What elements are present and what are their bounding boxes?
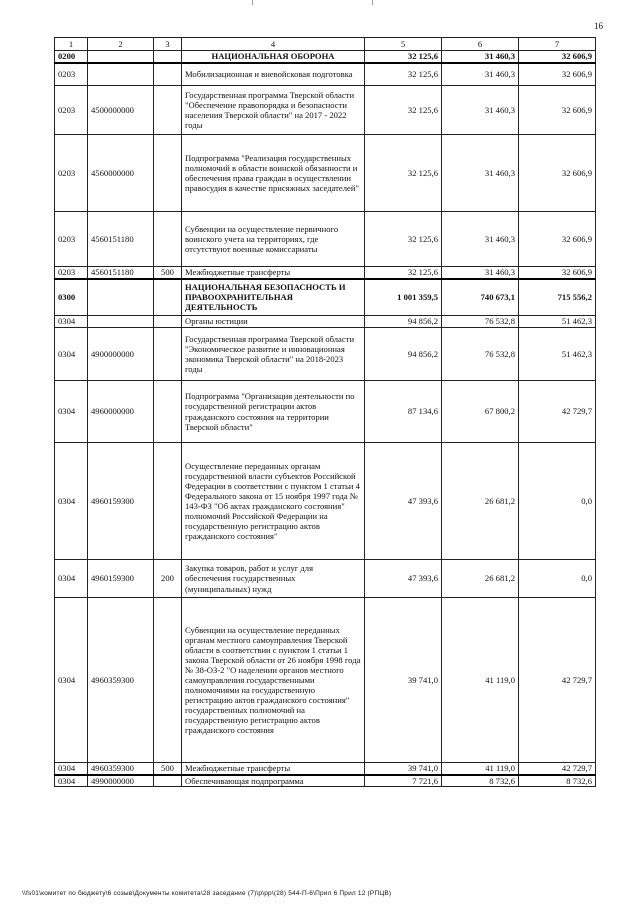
amount-col6: 31 460,3	[442, 212, 519, 267]
row-name: Осуществление переданных органам государственной власти субъектов Российской Федерации в соответствии с пунктом 1 статьи 4 Федерального закона от 15 ноября 1997 года № 143-ФЗ "Об актах гражданского состояния" полномочий Российской Федерации на государственную регистрацию актов гражданского состояния"	[182, 443, 365, 560]
section-code: 0200	[55, 51, 88, 63]
table-row	[55, 63, 596, 86]
table-row	[55, 51, 596, 63]
table-header-row	[55, 38, 596, 51]
expense-type-code	[154, 328, 182, 381]
row-name: Государственная программа Тверской области "Экономическое развитие и инновационная экономика Тверской области" на 2018-2023 годы	[182, 328, 365, 381]
expense-type-code	[154, 598, 182, 763]
table-row	[55, 212, 596, 267]
target-article-code: 4960159300	[88, 560, 154, 598]
expense-type-code	[154, 775, 182, 787]
header-cell: 5	[365, 38, 442, 51]
amount-col7: 32 606,9	[519, 135, 596, 212]
row-name: Межбюджетные трансферты	[182, 267, 365, 279]
table-row	[55, 381, 596, 443]
table-row	[55, 763, 596, 775]
amount-col5: 32 125,6	[365, 51, 442, 63]
row-name: Органы юстиции	[182, 316, 365, 328]
amount-col7: 32 606,9	[519, 267, 596, 279]
amount-col7: 0,0	[519, 560, 596, 598]
table-row	[55, 598, 596, 763]
amount-col7: 32 606,9	[519, 51, 596, 63]
page-number: 16	[594, 21, 603, 31]
row-name: Субвенции на осуществление первичного воинского учета на территориях, где отсутствуют военные комиссариаты	[182, 212, 365, 267]
amount-col7: 42 729,7	[519, 763, 596, 775]
amount-col7: 42 729,7	[519, 598, 596, 763]
amount-col5: 47 393,6	[365, 443, 442, 560]
row-name: Государственная программа Тверской области "Обеспечение правопорядка и безопасности населения Тверской области" на 2017 - 2022 годы	[182, 86, 365, 135]
target-article-code	[88, 316, 154, 328]
expense-type-code	[154, 63, 182, 86]
amount-col7: 51 462,3	[519, 328, 596, 381]
amount-col5: 32 125,6	[365, 267, 442, 279]
expense-type-code	[154, 279, 182, 316]
amount-col6: 8 732,6	[442, 775, 519, 787]
amount-col5: 32 125,6	[365, 212, 442, 267]
budget-table	[54, 37, 596, 787]
header-cell: 7	[519, 38, 596, 51]
table-row	[55, 267, 596, 279]
target-article-code	[88, 63, 154, 86]
expense-type-code: 500	[154, 763, 182, 775]
target-article-code: 4960359300	[88, 763, 154, 775]
header-cell: 6	[442, 38, 519, 51]
amount-col7: 32 606,9	[519, 86, 596, 135]
target-article-code: 4560151180	[88, 212, 154, 267]
expense-type-code	[154, 135, 182, 212]
amount-col7: 32 606,9	[519, 212, 596, 267]
table-row	[55, 775, 596, 787]
target-article-code: 4900000000	[88, 328, 154, 381]
amount-col5: 47 393,6	[365, 560, 442, 598]
amount-col6: 67 800,2	[442, 381, 519, 443]
section-code: 0203	[55, 267, 88, 279]
amount-col6: 41 119,0	[442, 598, 519, 763]
section-code: 0304	[55, 560, 88, 598]
header-cell: 2	[88, 38, 154, 51]
table-row	[55, 135, 596, 212]
amount-col6: 41 119,0	[442, 763, 519, 775]
expense-type-code	[154, 381, 182, 443]
amount-col7: 715 556,2	[519, 279, 596, 316]
expense-type-code: 200	[154, 560, 182, 598]
expense-type-code	[154, 443, 182, 560]
amount-col5: 32 125,6	[365, 63, 442, 86]
amount-col5: 39 741,0	[365, 763, 442, 775]
section-code: 0203	[55, 135, 88, 212]
table-row	[55, 86, 596, 135]
row-name: НАЦИОНАЛЬНАЯ ОБОРОНА	[182, 51, 365, 63]
section-code: 0304	[55, 381, 88, 443]
amount-col7: 8 732,6	[519, 775, 596, 787]
amount-col6: 76 532,8	[442, 328, 519, 381]
amount-col6: 26 681,2	[442, 560, 519, 598]
header-cell: 4	[182, 38, 365, 51]
expense-type-code	[154, 51, 182, 63]
row-name: Межбюджетные трансферты	[182, 763, 365, 775]
section-code: 0304	[55, 775, 88, 787]
amount-col5: 94 856,2	[365, 328, 442, 381]
amount-col6: 740 673,1	[442, 279, 519, 316]
row-name: Обеспечивающая подпрограмма	[182, 775, 365, 787]
target-article-code: 4960159300	[88, 443, 154, 560]
row-name: НАЦИОНАЛЬНАЯ БЕЗОПАСНОСТЬ И ПРАВООХРАНИТЕЛЬНАЯ ДЕЯТЕЛЬНОСТЬ	[182, 279, 365, 316]
table-row	[55, 443, 596, 560]
amount-col6: 76 532,8	[442, 316, 519, 328]
section-code: 0304	[55, 328, 88, 381]
amount-col5: 32 125,6	[365, 135, 442, 212]
row-name: Мобилизационная и вневойсковая подготовка	[182, 63, 365, 86]
amount-col7: 51 462,3	[519, 316, 596, 328]
section-code: 0203	[55, 86, 88, 135]
amount-col5: 87 134,6	[365, 381, 442, 443]
expense-type-code	[154, 212, 182, 267]
expense-type-code	[154, 316, 182, 328]
section-code: 0300	[55, 279, 88, 316]
table-row	[55, 316, 596, 328]
row-name: Подпрограмма "Организация деятельности по государственной регистрации актов гражданского состояния на территории Тверской области"	[182, 381, 365, 443]
section-code: 0203	[55, 212, 88, 267]
amount-col5: 94 856,2	[365, 316, 442, 328]
section-code: 0304	[55, 316, 88, 328]
table-row	[55, 560, 596, 598]
table-row	[55, 279, 596, 316]
amount-col6: 31 460,3	[442, 86, 519, 135]
target-article-code: 4990000000	[88, 775, 154, 787]
row-name: Подпрограмма "Реализация государственных полномочий в области воинской обязанности и обеспечения права граждан в осуществлении правосудия в качестве присяжных заседателей"	[182, 135, 365, 212]
row-name: Закупка товаров, работ и услуг для обеспечения государственных (муниципальных) нужд	[182, 560, 365, 598]
amount-col5: 39 741,0	[365, 598, 442, 763]
target-article-code	[88, 279, 154, 316]
amount-col5: 32 125,6	[365, 86, 442, 135]
section-code: 0304	[55, 443, 88, 560]
amount-col5: 7 721,6	[365, 775, 442, 787]
row-name: Субвенции на осуществление переданных органам местного самоуправления Тверской области в соответствии с пунктом 1 статьи 1 закона Тверской области от 26 ноября 1998 года № 38-ОЗ-2 "О наделении органов местного самоуправления государственными полномочиями на государственную регистрацию актов гражданского состояния" государственных полномочий на государственную регистрацию актов гражданского состояния	[182, 598, 365, 763]
amount-col7: 32 606,9	[519, 63, 596, 86]
file-path-footer: \\fs01\комитет по бюджету\6 созыв\Документы комитета\28 заседание (7)\р\рр\(28) 544-П-6\Прил 6 Прил 12 (РПЦВ)	[22, 890, 392, 897]
amount-col5: 1 001 359,5	[365, 279, 442, 316]
amount-col6: 31 460,3	[442, 135, 519, 212]
target-article-code: 4500000000	[88, 86, 154, 135]
table-row	[55, 328, 596, 381]
amount-col6: 31 460,3	[442, 51, 519, 63]
section-code: 0304	[55, 598, 88, 763]
expense-type-code	[154, 86, 182, 135]
section-code: 0304	[55, 763, 88, 775]
target-article-code: 4960000000	[88, 381, 154, 443]
expense-type-code: 500	[154, 267, 182, 279]
amount-col6: 31 460,3	[442, 63, 519, 86]
header-cell: 1	[55, 38, 88, 51]
amount-col7: 0,0	[519, 443, 596, 560]
target-article-code: 4560000000	[88, 135, 154, 212]
target-article-code: 4960359300	[88, 598, 154, 763]
amount-col6: 26 681,2	[442, 443, 519, 560]
target-article-code: 4560151180	[88, 267, 154, 279]
amount-col6: 31 460,3	[442, 267, 519, 279]
amount-col7: 42 729,7	[519, 381, 596, 443]
header-cell: 3	[154, 38, 182, 51]
section-code: 0203	[55, 63, 88, 86]
target-article-code	[88, 51, 154, 63]
